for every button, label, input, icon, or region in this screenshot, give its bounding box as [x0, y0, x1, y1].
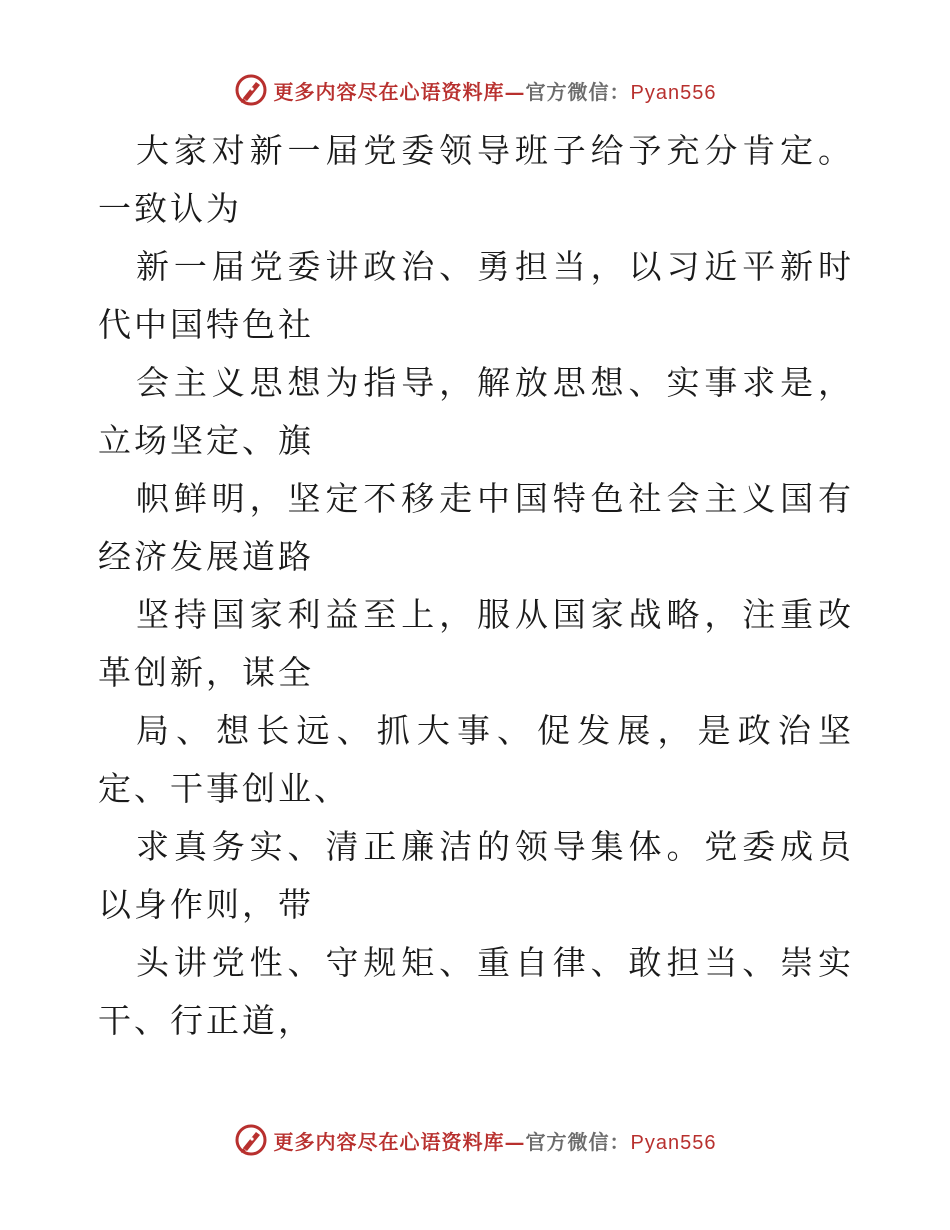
- footer-banner-handle: Pyan556: [630, 1131, 717, 1154]
- paragraph-4: 帜鲜明，坚定不移走中国特色社会主义国有经济发展道路: [98, 479, 854, 576]
- pen-nib-logo-icon: [234, 73, 268, 107]
- paragraph-5: 坚持国家利益至上，服从国家战略，注重改革创新，谋全: [98, 595, 854, 692]
- footer-banner-dash: —: [504, 1129, 526, 1154]
- paragraph-6: 局、想长远、抓大事、促发展，是政治坚定、干事创业、: [98, 711, 854, 808]
- pen-nib-logo-icon: [234, 1123, 268, 1157]
- paragraph-3: 会主义思想为指导，解放思想、实事求是，立场坚定、旗: [98, 363, 854, 460]
- header-banner-wechat-label: 官方微信：: [525, 79, 631, 104]
- header-banner-text: [274, 76, 717, 105]
- header-banner-dash: —: [504, 79, 526, 104]
- footer-banner-main: 更多内容尽在心语资料库: [273, 1129, 505, 1154]
- footer-banner: [0, 1120, 950, 1160]
- footer-banner-wechat-label: 官方微信：: [525, 1129, 631, 1154]
- body-text: [98, 122, 854, 1050]
- paragraph-2: 新一届党委讲政治、勇担当，以习近平新时代中国特色社: [98, 247, 854, 344]
- paragraph-8: 头讲党性、守规矩、重自律、敢担当、崇实干、行正道，: [98, 943, 854, 1040]
- footer-banner-text: [274, 1126, 717, 1155]
- paragraph-1: 大家对新一届党委领导班子给予充分肯定。一致认为: [98, 131, 854, 228]
- header-banner-handle: Pyan556: [630, 81, 717, 104]
- header-banner: [0, 70, 950, 110]
- header-banner-main: 更多内容尽在心语资料库: [273, 79, 505, 104]
- paragraph-7: 求真务实、清正廉洁的领导集体。党委成员以身作则，带: [98, 827, 854, 924]
